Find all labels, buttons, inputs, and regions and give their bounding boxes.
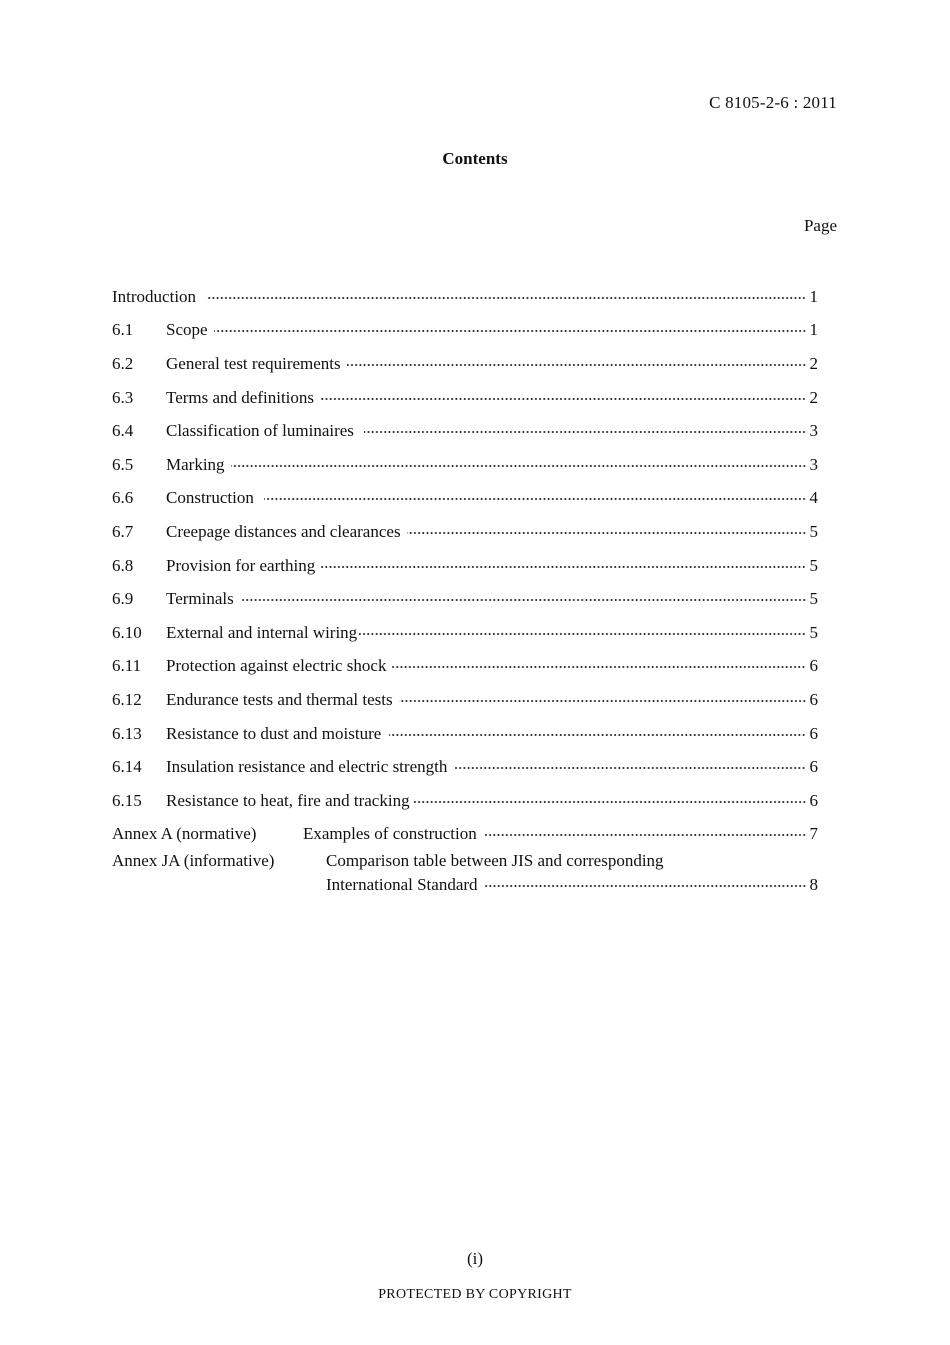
toc-entry-number: 6.13 [112,723,142,743]
toc-entry-introduction[interactable] [112,280,818,314]
toc-entry[interactable] [112,482,818,516]
toc-entry-number: 6.10 [112,622,142,642]
dot-leader [347,364,806,366]
toc-entry-label: Scope [166,320,208,340]
toc-entry[interactable] [112,347,818,381]
toc-entry-number: 6.7 [112,521,134,541]
toc-entry-number: 6.9 [112,589,134,609]
toc-entry-label: Marking [166,454,225,474]
dot-leader [214,330,806,332]
toc-entry-number: 6.6 [112,488,134,508]
toc-entry[interactable] [112,381,818,415]
toc-entry-page: 6 [809,757,818,777]
toc-entry-number: 6.1 [112,320,134,340]
toc-entry-page: 5 [809,589,818,609]
toc-entry-number: 6.3 [112,387,134,407]
toc-entry-label: Introduction [112,286,197,306]
toc-entry-label: Resistance to heat, fire and tracking [166,790,410,810]
dot-leader [389,734,806,736]
page-column-label: Page [803,216,837,235]
toc-entry[interactable] [112,549,818,583]
toc-entry-label: Terminals [166,589,234,609]
dot-leader [264,498,806,500]
toc-entry-number: 6.8 [112,555,134,575]
toc-entry-label: External and internal wiring [166,622,358,642]
toc-entry-number: 6.5 [112,454,134,474]
dot-leader [484,885,806,887]
toc-entry-label-line2: International Standard [326,875,478,895]
toc-entry-number: 6.15 [112,790,142,810]
toc-entry-page: 4 [809,488,818,508]
dot-leader [231,465,806,467]
annex-prefix: Annex JA (informative) [112,851,275,871]
toc-entry[interactable] [112,683,818,717]
document-id: C 8105-2-6 : 2011 [709,93,837,112]
toc-entry[interactable] [112,582,818,616]
dot-leader [485,834,806,836]
dot-leader [455,767,806,769]
toc-entry[interactable] [112,414,818,448]
toc-entry-label: Protection against electric shock [166,656,387,676]
toc-entry-number: 6.4 [112,421,134,441]
toc-entry-label: Terms and definitions [166,387,315,407]
toc-entry-page: 8 [809,875,818,895]
dot-leader [412,801,806,803]
toc-entry-number: 6.11 [112,656,142,676]
toc-entry[interactable] [112,314,818,348]
toc-entry-page: 7 [809,824,818,844]
page-number: (i) [466,1249,484,1268]
toc-entry-page: 5 [809,555,818,575]
toc-entry-annex-ja[interactable] [112,851,818,907]
annex-prefix: Annex A (normative) [112,824,257,844]
toc-entry-page: 3 [809,421,818,441]
toc-entry-label: Classification of luminaires [166,421,354,441]
toc-entry-label: Resistance to dust and moisture [166,723,382,743]
toc-entry-label: Insulation resistance and electric strength [166,757,448,777]
toc-entry[interactable] [112,650,818,684]
dot-leader [399,700,806,702]
toc-entry-page: 6 [809,689,818,709]
toc-entry[interactable] [112,717,818,751]
dot-leader [359,633,806,635]
toc-entry[interactable] [112,515,818,549]
dot-leader [206,297,806,299]
toc-entry[interactable] [112,616,818,650]
toc-entry-label-line1: Comparison table between JIS and corresponding [326,851,664,871]
toc-entry-page: 1 [809,320,818,340]
toc-entry-page: 3 [809,454,818,474]
toc-entry-number: 6.12 [112,689,142,709]
toc-entry-page: 2 [809,387,818,407]
dot-leader [320,398,806,400]
toc-entry-label: Creepage distances and clearances [166,521,401,541]
toc-entry-page: 2 [809,353,818,373]
toc-entry-page: 1 [809,286,818,306]
toc-entry-label-line2-row [326,875,818,895]
toc-entry-page: 5 [809,521,818,541]
toc-entry-number: 6.2 [112,353,134,373]
toc-entry[interactable] [112,784,818,818]
copyright-notice: PROTECTED BY COPYRIGHT [378,1287,572,1302]
toc-entry-number: 6.14 [112,757,142,777]
table-of-contents [112,280,818,907]
page-title: Contents [442,149,508,168]
dot-leader [407,532,806,534]
toc-entry-page: 6 [809,723,818,743]
dot-leader [364,431,806,433]
toc-entry[interactable] [112,448,818,482]
toc-entry-label: Examples of construction [303,824,477,844]
dot-leader [392,666,806,668]
toc-entry-annex-a[interactable] [112,818,818,852]
dot-leader [240,599,806,601]
toc-entry-page: 6 [809,656,818,676]
toc-entry-label: Provision for earthing [166,555,316,575]
toc-entry-label: Construction [166,488,254,508]
toc-entry-page: 6 [809,790,818,810]
toc-entry-label: General test requirements [166,353,341,373]
toc-entry-page: 5 [809,622,818,642]
dot-leader [321,566,806,568]
toc-entry[interactable] [112,750,818,784]
toc-entry-label: Endurance tests and thermal tests [166,689,393,709]
